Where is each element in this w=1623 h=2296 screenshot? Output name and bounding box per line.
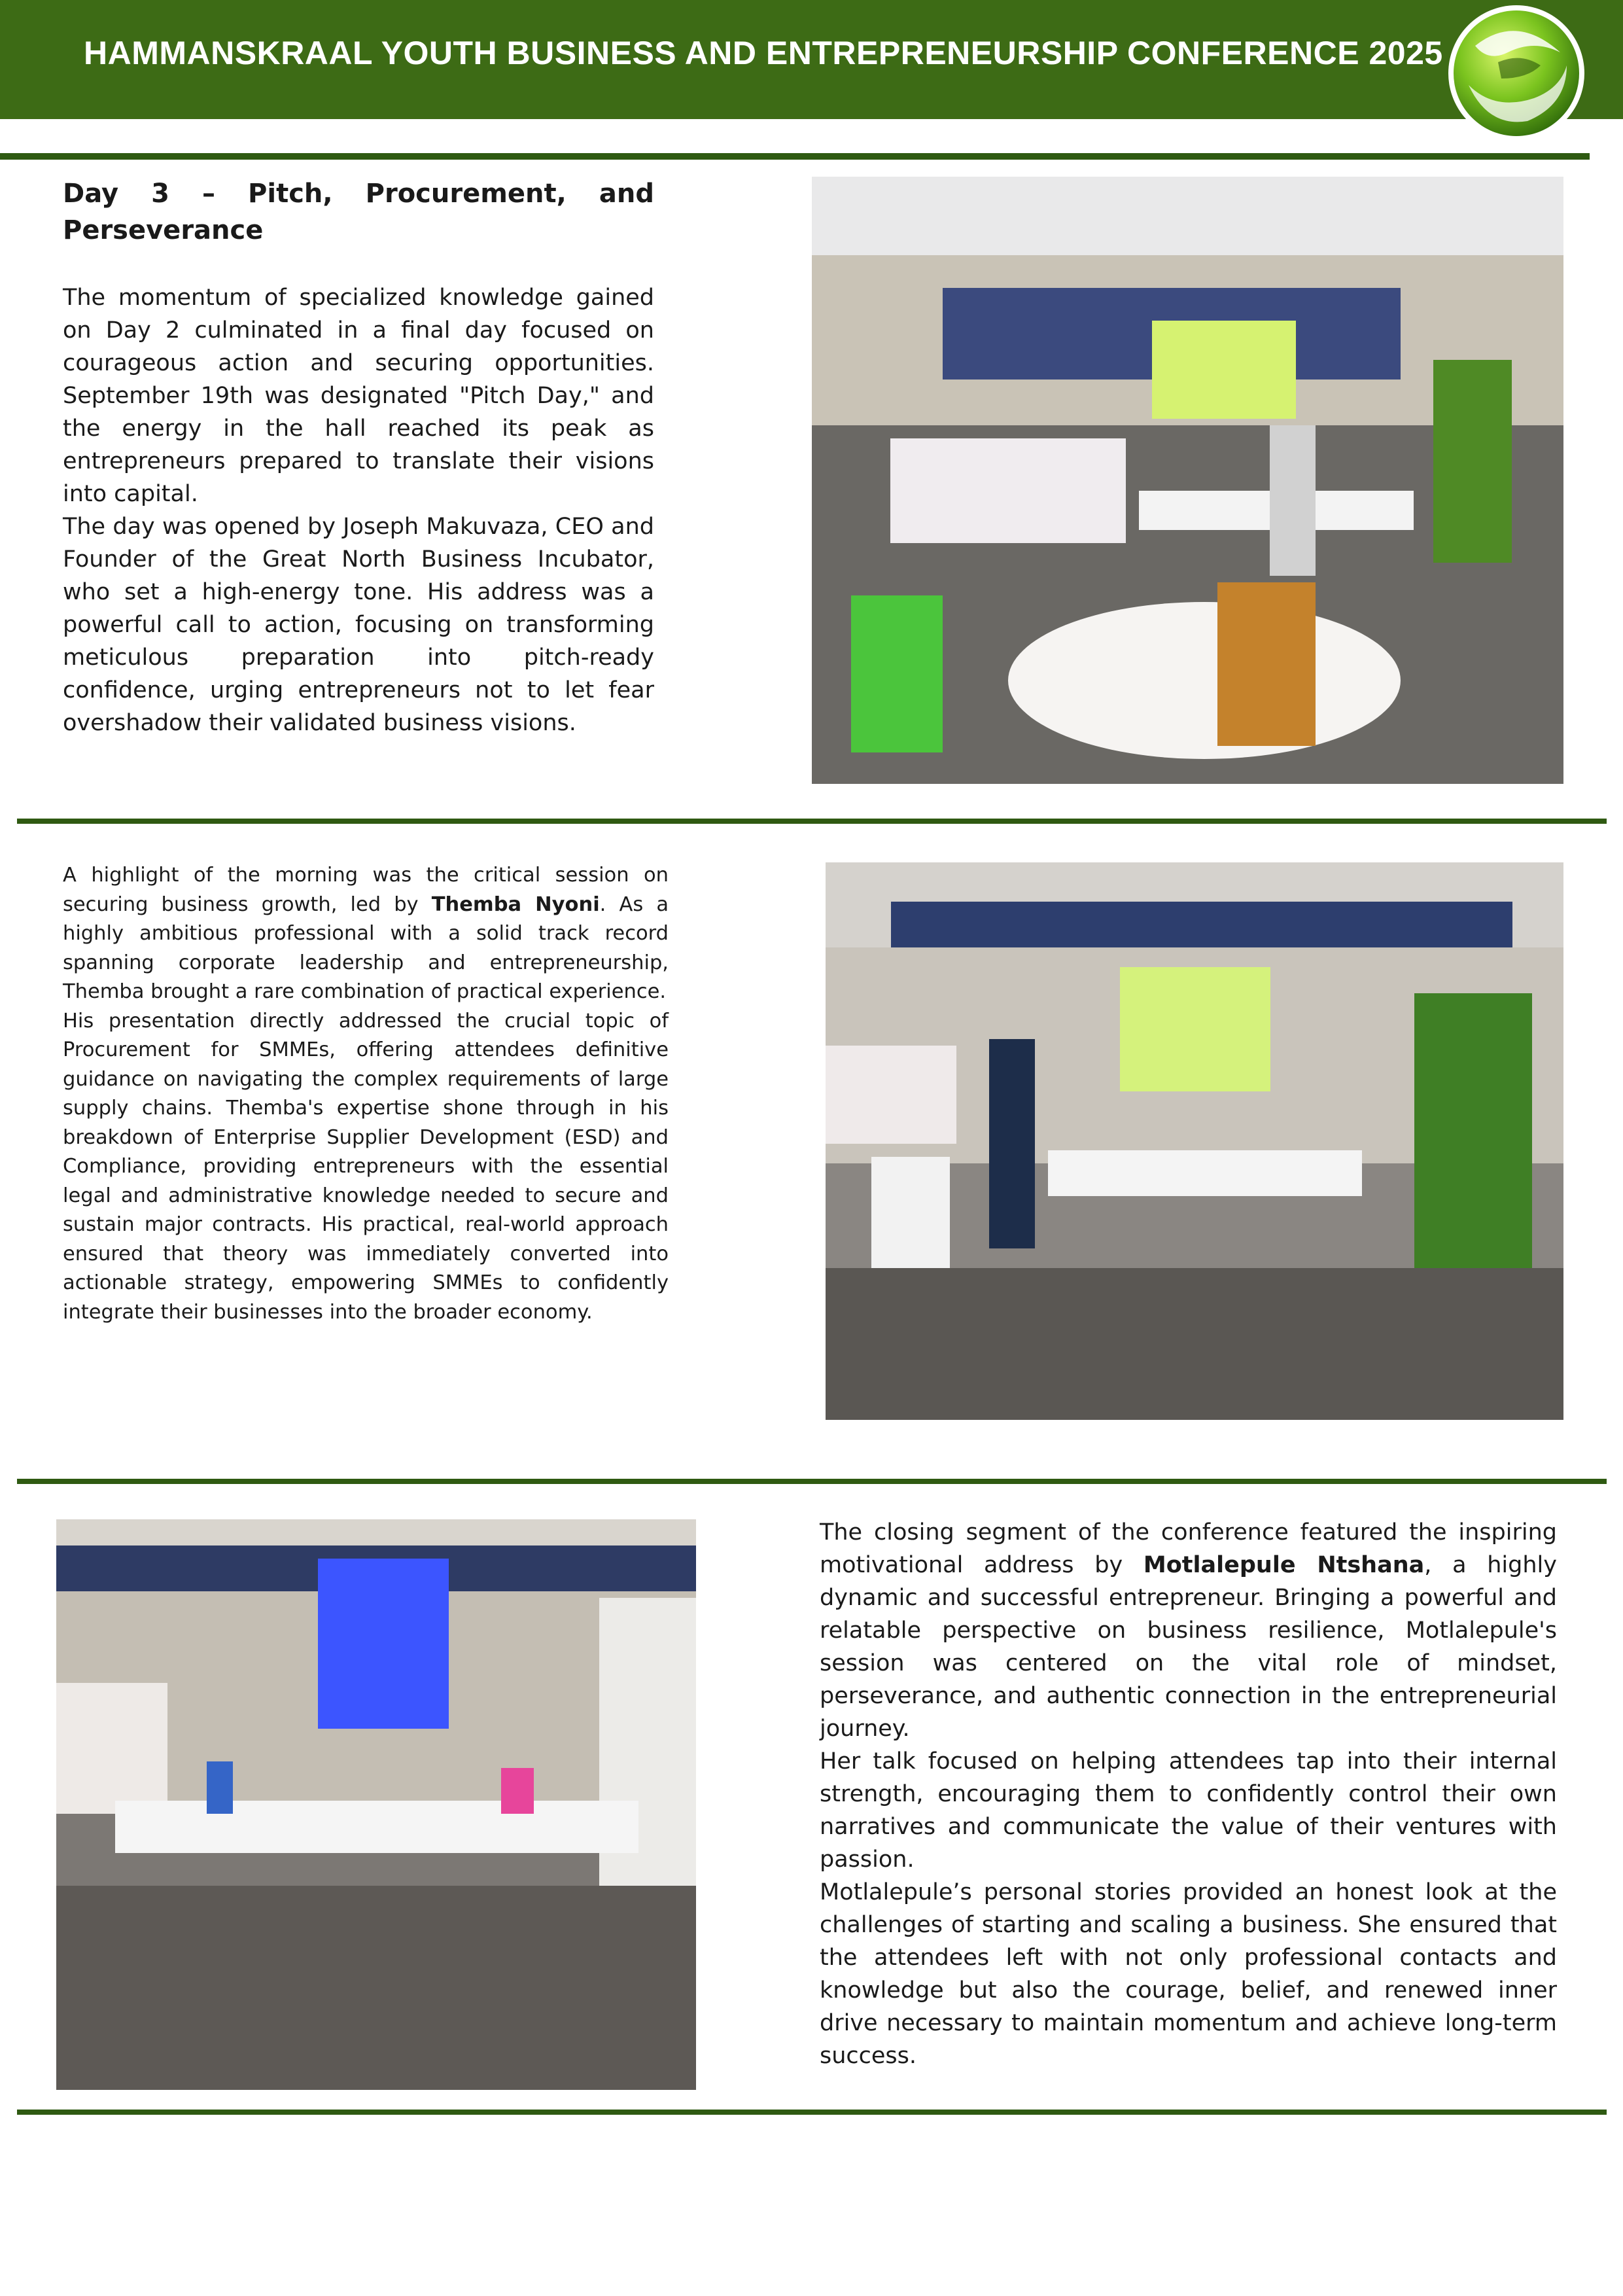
section1-paragraph: The momentum of specialized knowledge gained on Day 2 culminated in a final day focused on courageous action and securing opportunities. September 19th was designated "Pitch Day," and the energy in the hall reached its peak as entrepreneurs prepared to translate their visions into capital. <box>63 285 654 507</box>
header-divider <box>0 153 1590 160</box>
speaker-name: Motlalepule Ntshana <box>1143 1552 1425 1578</box>
section3-paragraph: The closing segment of the conference featured the inspiring motivational address by Motlalepule Ntshana, a highly dynamic and successful entrepreneur. Bringing a powerful and relatable perspective on business resilience, Motlalepule's session was centered on the vital role of mindset, perseverance, and authentic connection in the entrepreneurial journey. <box>820 1519 1557 1742</box>
header-bar <box>0 0 1623 119</box>
page-title: HAMMANSKRAAL YOUTH BUSINESS AND ENTREPRENEURSHIP CONFERENCE 2025 <box>84 35 1443 71</box>
section-divider <box>17 2110 1607 2115</box>
green-globe-logo-icon <box>1436 0 1597 150</box>
section-divider <box>17 1479 1607 1484</box>
section3-paragraph: Her talk focused on helping attendees tap into their internal strength, encouraging them to confidently control their own narratives and communicate the value of their ventures with passion. <box>820 1748 1557 1873</box>
section-heading: Day 3 – Pitch, Procurement, and Perseverance <box>63 179 654 245</box>
photo-procurement-session <box>826 862 1563 1420</box>
section-divider <box>17 819 1607 824</box>
photo-closing-address <box>56 1519 696 2090</box>
section3-paragraph: Motlalepule’s personal stories provided an honest look at the challenges of starting and scaling a business. She ensured that the attendees left with not only professional contacts and knowledge but also the courage, belief, and renewed inner drive necessary to maintain momentum and achieve long-term success. <box>820 1879 1557 2069</box>
speaker-name: Themba Nyoni <box>431 892 600 916</box>
section3-text <box>820 1516 1557 2072</box>
section1-paragraph: The day was opened by Joseph Makuvaza, CEO and Founder of the Great North Business Incubator, who set a high-energy tone. His address was a powerful call to action, focusing on transforming meticulous preparation into pitch-ready confidence, urging entrepreneurs not to let fear overshadow their validated business visions. <box>63 514 654 736</box>
photo-pitch-day-hall <box>812 177 1563 784</box>
section2-paragraph: His presentation directly addressed the crucial topic of Procurement for SMMEs, offering attendees definitive guidance on navigating the complex requirements of large supply chains. Themba's expertise shone through in his breakdown of Enterprise Supplier Development (ESD) and Compliance, providing entrepreneurs with the essential legal and administrative knowledge needed to secure and sustain major contracts. His practical, real-world approach ensured that theory was immediately converted into actionable strategy, empowering SMMEs to confidently integrate their businesses into the broader economy. <box>63 1009 669 1324</box>
section2-text <box>63 861 669 1327</box>
section2-paragraph: A highlight of the morning was the critical session on securing business growth, led by Themba Nyoni. As a highly ambitious professional with a solid track record spanning corporate leadership and entrepreneurship, Themba brought a rare combination of practical experience. <box>63 864 669 1003</box>
section1-text <box>63 281 654 739</box>
